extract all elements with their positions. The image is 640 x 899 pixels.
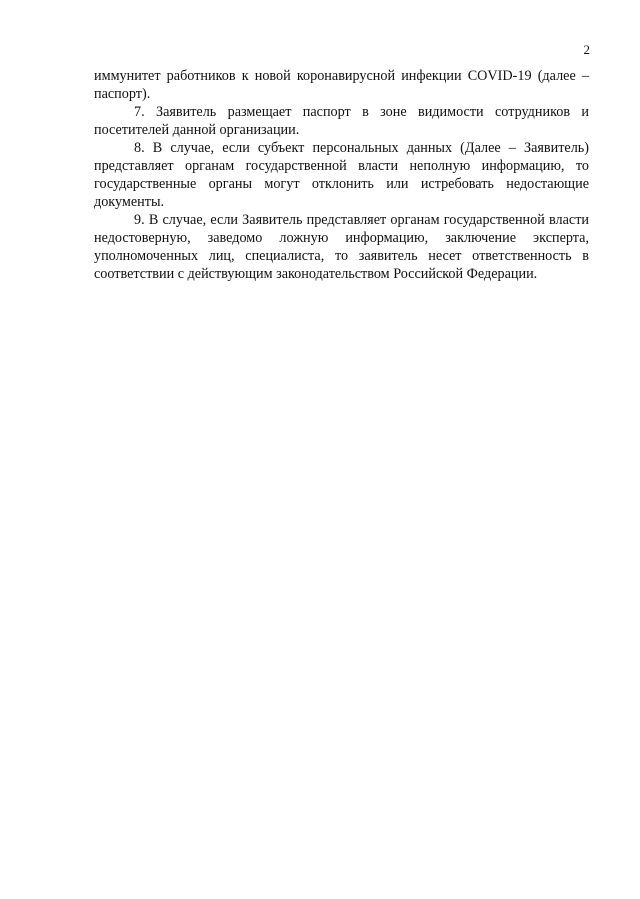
page-number: 2 bbox=[583, 42, 590, 57]
paragraph-item-7: 7. Заявитель размещает паспорт в зоне видимости сотрудников и посетителей данной организации. bbox=[94, 104, 589, 138]
paragraph-item-8: 8. В случае, если субъект персональных данных (Далее – Заявитель) представляет органам государственной власти неполную информацию, то государственные органы могут отклонить или истребовать недостающие документы. bbox=[94, 140, 589, 210]
paragraph-passport-continuation: иммунитет работников к новой коронавирусной инфекции COVID-19 (далее – паспорт). bbox=[94, 68, 589, 102]
document-body bbox=[94, 67, 589, 283]
paragraph-item-9: 9. В случае, если Заявитель представляет органам государственной власти недостоверную, заведомо ложную информацию, заключение эксперта, уполномоченных лиц, специалиста, то заявитель несет ответственность в соответствии с действующим законодательством Российской Федерации. bbox=[94, 212, 589, 282]
